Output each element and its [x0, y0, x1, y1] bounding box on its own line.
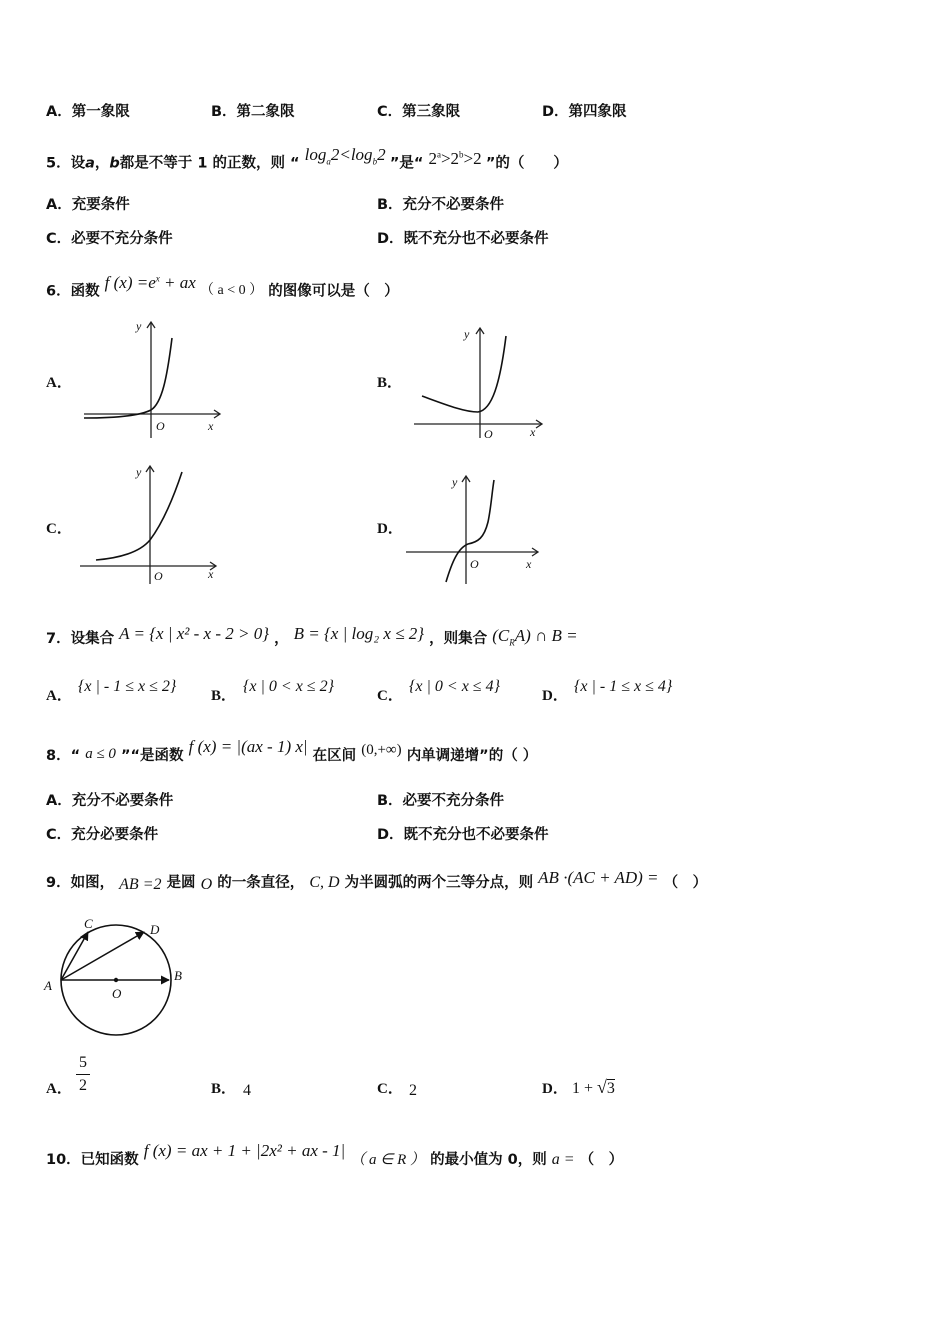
q8-stem: 8．“ a ≤ 0 ”“是函数 f (x) = |(ax - 1) x| 在区间 (0,+∞) 内单调递增”的（ ） [46, 737, 538, 764]
q9-option-b: 4 [243, 1082, 251, 1099]
q5-stem: 5．设a，b都是不等于 1 的正数，则 “ $\log_a2<\log_b2$ ”是“ $2^a>2^b>2$ ”的（ ） [46, 144, 568, 172]
q4-option-b: B．第二象限 [211, 104, 295, 120]
q4-option-d: D．第四象限 [542, 104, 627, 120]
svg-text:y: y [464, 327, 470, 341]
q6-option-a: A． [46, 375, 72, 391]
q6-option-c: C． [46, 521, 72, 537]
q8-option-b: B．必要不充分条件 [377, 793, 505, 809]
q10-stem: 10．已知函数 f (x) = ax + 1 + |2x² + ax - 1| （ a ∈ R ） 的最小值为 0，则 a = （ ） [46, 1141, 624, 1168]
svg-text:O: O [156, 419, 165, 433]
q5-option-a: A．充要条件 [46, 197, 130, 213]
svg-text:x: x [526, 557, 532, 571]
q6-option-d: D． [377, 521, 403, 537]
q6-graph-a [84, 318, 224, 440]
q9-option-a: 5 2 [76, 1054, 90, 1095]
q7-option-a-label: A． [46, 688, 72, 704]
svg-text:O: O [154, 569, 163, 583]
q7-option-a: {x | - 1 ≤ x ≤ 2} [78, 678, 177, 695]
svg-text:O: O [470, 557, 479, 571]
q8-option-a: A．充分不必要条件 [46, 793, 174, 809]
q7-option-c: {x | 0 < x ≤ 4} [409, 678, 500, 695]
q9-option-c: 2 [409, 1082, 417, 1099]
q9-option-a-label: A． [46, 1081, 72, 1097]
svg-text:O: O [484, 427, 493, 441]
q9-option-d-label: D． [542, 1081, 568, 1097]
q5-option-b: B．充分不必要条件 [377, 197, 505, 213]
svg-text:C: C [84, 916, 93, 931]
q4-option-a: A．第一象限 [46, 104, 130, 120]
q7-option-d: {x | - 1 ≤ x ≤ 4} [574, 678, 673, 695]
q6-graph-c [80, 462, 220, 586]
q9-option-b-label: B． [211, 1081, 237, 1097]
q9-option-c-label: C． [377, 1081, 403, 1097]
q7-option-d-label: D． [542, 688, 568, 704]
q7-option-b: {x | 0 < x ≤ 2} [243, 678, 334, 695]
q9-option-d: 1 + √3 [572, 1077, 615, 1097]
q4-option-c: C．第三象限 [377, 104, 461, 120]
q6-option-b: B． [377, 375, 403, 391]
q6-graph-b [414, 324, 546, 440]
q9-stem: 9．如图， AB =2 是圆 O 的一条直径， C, D 为半圆弧的两个三等分点，则 AB ·(AC + AD) = （ ） [46, 868, 708, 893]
q5-option-d: D．既不充分也不必要条件 [377, 231, 549, 247]
q8-option-d: D．既不充分也不必要条件 [377, 827, 549, 843]
svg-text:B: B [174, 968, 182, 983]
svg-text:D: D [150, 922, 160, 937]
svg-text:A: A [44, 978, 52, 993]
svg-text:y: y [136, 319, 142, 333]
svg-text:y: y [452, 475, 458, 489]
q8-option-c: C．充分必要条件 [46, 827, 159, 843]
svg-text:x: x [208, 419, 214, 433]
q7-stem: 7．设集合 A = {x | x² - x - 2 > 0} ， B = {x | log₂ x ≤ 2} ，则集合 $(C_RA)$ ∩ B = [46, 624, 578, 648]
q6-graph-d [406, 472, 542, 586]
svg-text:x: x [530, 425, 536, 439]
q7-option-b-label: B． [211, 688, 237, 704]
q5-option-c: C．必要不充分条件 [46, 231, 173, 247]
svg-text:y: y [136, 465, 142, 479]
svg-text:O: O [112, 986, 122, 1001]
q7-option-c-label: C． [377, 688, 403, 704]
q9-figure [44, 916, 194, 1040]
svg-text:x: x [208, 567, 214, 581]
q6-stem: 6．函数 f $(x) =e^x$ + ax （ a < 0 ） 的图像可以是（ ） [46, 272, 399, 300]
